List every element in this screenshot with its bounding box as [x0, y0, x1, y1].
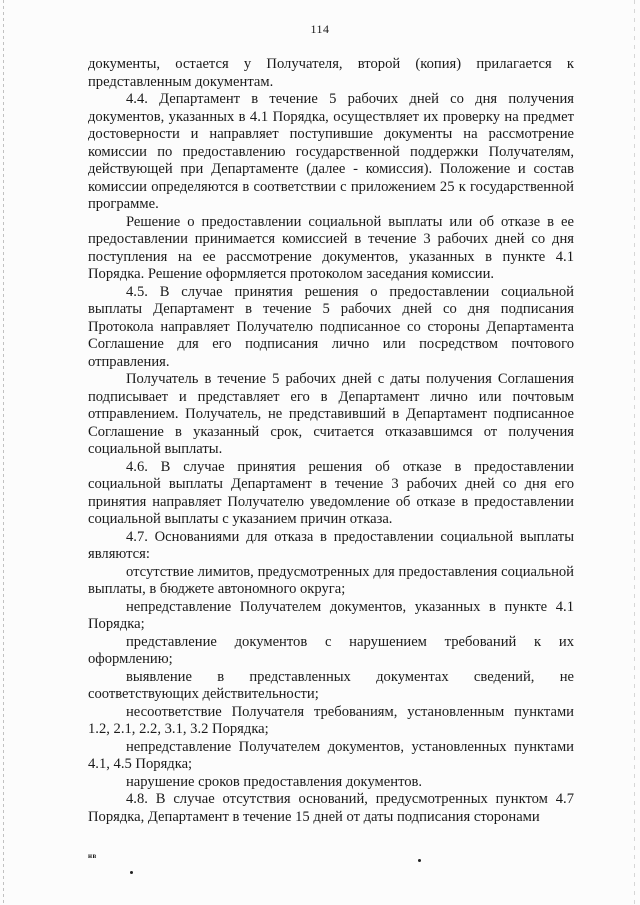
- footer-mark: нв: [88, 852, 97, 860]
- paragraph-4-5: 4.5. В случае принятия решения о предоставлении социальной выплаты Департамент в течение 5 рабочих дней со дня подписания Протокола направляет Получателю подписанное со стороны Департамента Соглашение для его подписания лично или посредством почтового отправления.: [88, 283, 574, 370]
- scan-edge-right: [634, 0, 635, 905]
- paragraph-4-7: 4.7. Основаниями для отказа в предоставлении социальной выплаты являются:: [88, 528, 574, 562]
- list-item-missing-docs: непредставление Получателем документов, установленных пунктами 4.1, 4.5 Порядка;: [88, 738, 574, 772]
- list-item-nonconformity: несоответствие Получателя требованиям, установленным пунктами 1.2, 2.1, 2.2, 3.1, 3.2 Порядка;: [88, 703, 574, 737]
- paragraph-decision: Решение о предоставлении социальной выплаты или об отказе в ее предоставлении принимается комиссией в течение 3 рабочих дней со дня поступления на ее рассмотрение документов, указанных в пункте 4.1 Порядка. Решение оформляется протоколом заседания комиссии.: [88, 213, 574, 282]
- paragraph-4-4: 4.4. Департамент в течение 5 рабочих дней со дня получения документов, указанных в 4.1 Порядка, осуществляет их проверку на предмет достоверности и направляет поступившие документы на рассмотрение комиссии по предоставлению государственной поддержки Получателям, действующей при Департаменте (далее - комиссия). Положение и состав комиссии определяются в соответствии с приложением 25 к государственной программе.: [88, 91, 574, 212]
- document-body: [88, 56, 574, 826]
- scan-speck: [418, 859, 421, 862]
- list-item-deadline: нарушение сроков предоставления документов.: [126, 773, 423, 790]
- list-item-limits: отсутствие лимитов, предусмотренных для предоставления социальной выплаты, в бюджете автономного округа;: [88, 563, 574, 597]
- paragraph-continuation: документы, остается у Получателя, второй (копия) прилагается к представленным документам.: [88, 56, 574, 90]
- list-item-false-info: выявление в представленных документах сведений, не соответствующих действительности;: [88, 668, 574, 702]
- page-number: 114: [310, 22, 330, 36]
- paragraph-4-6: 4.6. В случае принятия решения об отказе в предоставлении социальной выплаты Департамент в течение 3 рабочих дней со дня его принятия направляет Получателю уведомление об отказе в предоставлении социальной выплаты с указанием причин отказа.: [88, 458, 574, 527]
- paragraph-4-8: 4.8. В случае отсутствия оснований, предусмотренных пунктом 4.7 Порядка, Департамент в течение 15 дней от даты подписания сторонами: [88, 791, 574, 825]
- scan-edge-left: [3, 0, 4, 905]
- scan-speck: [130, 871, 133, 874]
- paragraph-agreement: Получатель в течение 5 рабочих дней с даты получения Соглашения подписывает и представляет его в Департамент лично или почтовым отправлением. Получатель, не представивший в Департамент подписанное Соглашение в указанный срок, считается отказавшимся от получения социальной выплаты.: [88, 371, 574, 457]
- list-item-non-submission: непредставление Получателем документов, указанных в пункте 4.1 Порядка;: [88, 598, 574, 632]
- list-item-violation: представление документов с нарушением требований к их оформлению;: [88, 633, 574, 667]
